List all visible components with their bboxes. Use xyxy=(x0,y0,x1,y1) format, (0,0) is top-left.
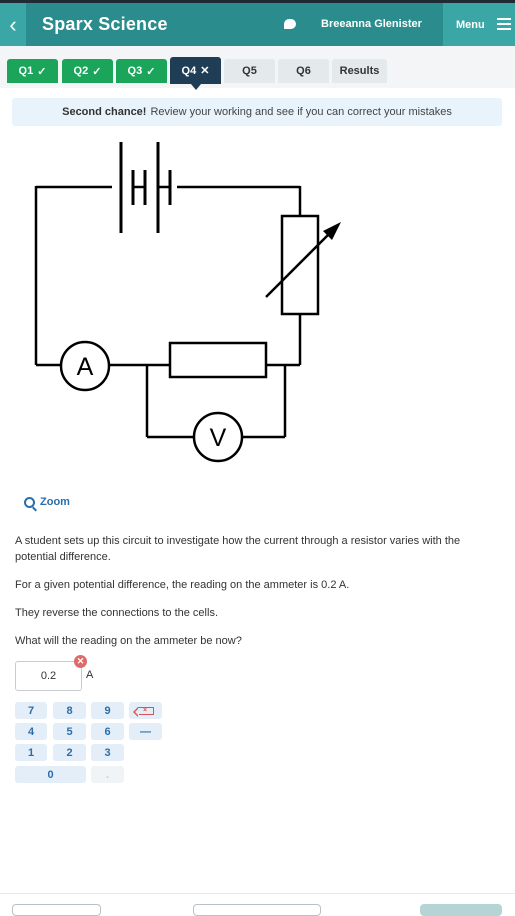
fixed-resistor xyxy=(170,343,266,377)
banner-title: Second chance! xyxy=(62,106,147,118)
second-chance-banner xyxy=(12,98,502,126)
chevron-left-icon: ‹ xyxy=(9,11,17,37)
tab-label: Q5 xyxy=(242,65,257,77)
tab-label: Q1 xyxy=(18,65,34,77)
backspace-icon xyxy=(138,707,154,715)
backspace-button[interactable] xyxy=(129,702,162,719)
tab-results[interactable] xyxy=(332,59,387,83)
question-paragraph: A student sets up this circuit to investigate how the current through a resistor varies with the potential difference. xyxy=(15,535,461,563)
app-title: Sparx Science xyxy=(42,14,168,34)
footer-divider xyxy=(0,893,515,894)
voltmeter xyxy=(194,413,242,461)
question-paragraph: For a given potential difference, the reading on the ammeter is 0.2 A. xyxy=(15,579,350,591)
key-5[interactable]: 5 xyxy=(53,723,86,740)
menu-button[interactable] xyxy=(443,3,515,46)
tab-label: Q6 xyxy=(296,65,311,77)
key-minus[interactable]: — xyxy=(129,723,162,740)
key-3[interactable]: 3 xyxy=(91,744,124,761)
zoom-button[interactable] xyxy=(24,496,70,508)
key-7[interactable]: 7 xyxy=(15,702,47,719)
menu-label: Menu xyxy=(456,18,485,31)
tab-label: Q4 xyxy=(181,64,197,77)
tab-q4[interactable] xyxy=(170,57,221,84)
footer-left-button[interactable] xyxy=(12,904,101,916)
backspace-glyph: × xyxy=(142,707,148,714)
ammeter xyxy=(61,342,109,390)
tab-q2[interactable] xyxy=(62,59,113,83)
banner-text: Review your working and see if you can correct your mistakes xyxy=(150,106,452,118)
zoom-in-icon xyxy=(24,497,35,508)
key-6[interactable]: 6 xyxy=(91,723,124,740)
key-9[interactable]: 9 xyxy=(91,702,124,719)
tab-label: Q3 xyxy=(127,65,143,77)
answer-input[interactable]: 0.2 xyxy=(15,661,82,691)
tab-q1[interactable] xyxy=(7,59,58,83)
check-icon: ✓ xyxy=(146,65,156,78)
key-4[interactable]: 4 xyxy=(15,723,47,740)
back-button[interactable] xyxy=(0,3,26,46)
chat-bubble-icon[interactable] xyxy=(284,19,296,29)
tab-q5[interactable] xyxy=(224,59,275,83)
question-tabs xyxy=(0,46,515,88)
tab-q6[interactable] xyxy=(278,59,329,83)
wrong-x-icon: ✕ xyxy=(74,655,87,668)
variable-resistor xyxy=(266,216,341,314)
question-paragraph: What will the reading on the ammeter be now? xyxy=(15,635,242,647)
zoom-label: Zoom xyxy=(40,496,70,508)
footer-submit-button[interactable] xyxy=(420,904,502,916)
key-2[interactable]: 2 xyxy=(53,744,86,761)
answer-unit: A xyxy=(86,669,94,681)
key-0[interactable]: 0 xyxy=(15,766,86,783)
key-1[interactable]: 1 xyxy=(15,744,47,761)
battery-cells xyxy=(112,142,177,233)
voltmeter-label: V xyxy=(209,424,227,452)
tab-q3[interactable] xyxy=(116,59,167,83)
key-decimal[interactable]: . xyxy=(91,766,124,783)
cross-icon: ✕ xyxy=(200,65,210,77)
check-icon: ✓ xyxy=(92,65,102,78)
tab-label: Results xyxy=(339,65,380,77)
footer-middle-button[interactable] xyxy=(193,904,321,916)
circuit-diagram xyxy=(20,135,360,470)
key-8[interactable]: 8 xyxy=(53,702,86,719)
hamburger-icon xyxy=(497,18,511,30)
question-paragraph: They reverse the connections to the cells. xyxy=(15,607,218,619)
tab-label: Q2 xyxy=(73,65,89,77)
ammeter-label: A xyxy=(76,353,94,381)
top-bar xyxy=(0,0,515,46)
check-icon: ✓ xyxy=(37,65,47,78)
user-name[interactable]: Breeanna Glenister xyxy=(321,18,422,30)
